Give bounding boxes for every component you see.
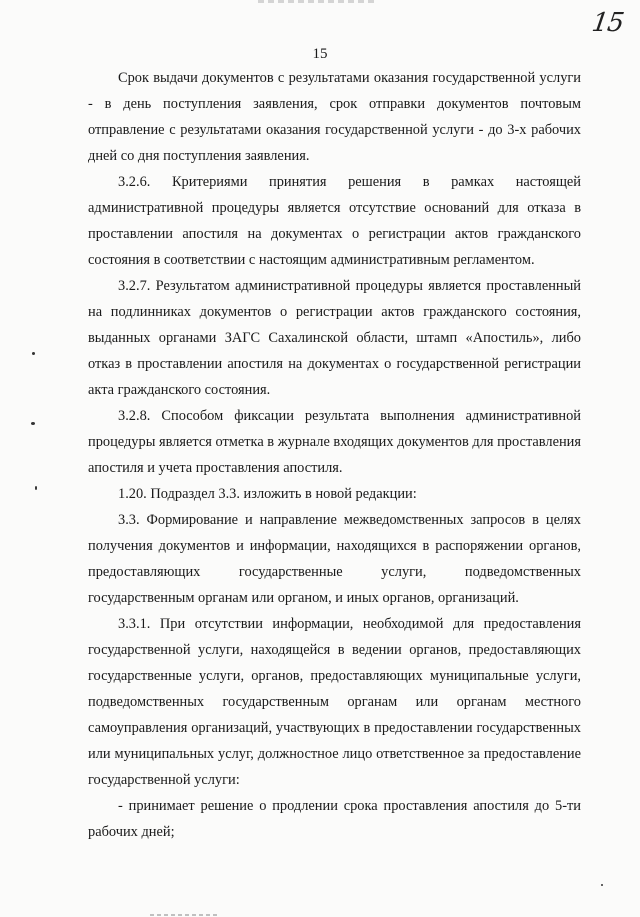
document-body <box>88 65 581 845</box>
paragraph-3-2-7: 3.2.7. Результатом административной процедуры является проставленный на подлинниках документов о регистрации актов гражданского состояния, выданных органами ЗАГС Сахалинской области, штамп «Апостиль», либо отказ в проставлении апостиля на документах о государственной регистрации акта гражданского состояния. <box>88 278 581 398</box>
paragraph-3-2-8: 3.2.8. Способом фиксации результата выполнения административной процедуры является отметка в журнале входящих документов для проставления апостиля и учета проставления апостиля. <box>88 408 581 476</box>
scan-speck <box>601 884 603 886</box>
paragraph-1-20: 1.20. Подраздел 3.3. изложить в новой редакции: <box>118 486 417 502</box>
paragraph-3-3: 3.3. Формирование и направление межведомственных запросов в целях получения документов и информации, находящихся в распоряжении органов, предоставляющих государственные услуги, подведомственных государственным органам или органом, и иных органов, организаций. <box>88 512 581 606</box>
scan-artifact-top <box>258 0 378 3</box>
handwritten-page-number: 15 <box>589 8 626 38</box>
paragraph-delivery-term: Срок выдачи документов с результатами оказания государственной услуги - в день поступления заявления, срок отправки документов почтовым отправление с результатами оказания государственной услуги - до 3-х рабочих дней со дня поступления заявления. <box>88 70 581 164</box>
scan-speck <box>35 486 37 490</box>
paragraph-3-2-6: 3.2.6. Критериями принятия решения в рамках настоящей административной процедуры является отсутствие оснований для отказа в проставлении апостиля на документах о регистрации актов гражданского состояния в соответствии с настоящим административным регламентом. <box>88 174 581 268</box>
scan-speck <box>31 422 35 425</box>
scan-artifact-bottom <box>150 914 220 916</box>
paragraph-list-item: - принимает решение о продлении срока проставления апостиля до 5-ти рабочих дней; <box>88 798 581 840</box>
page-number: 15 <box>312 46 328 62</box>
scan-speck <box>32 352 35 355</box>
paragraph-3-3-1: 3.3.1. При отсутствии информации, необходимой для предоставления государственной услуги, находящейся в ведении органов, предоставляющих государственные услуги, органов, предоставляющих муниципальные услуги, подведомственных государственным органам или органам местного самоуправления организаций, участвующих в предоставлении государственных или муниципальных услуг, должностное лицо ответственное за предоставление государственной услуги: <box>88 616 581 788</box>
